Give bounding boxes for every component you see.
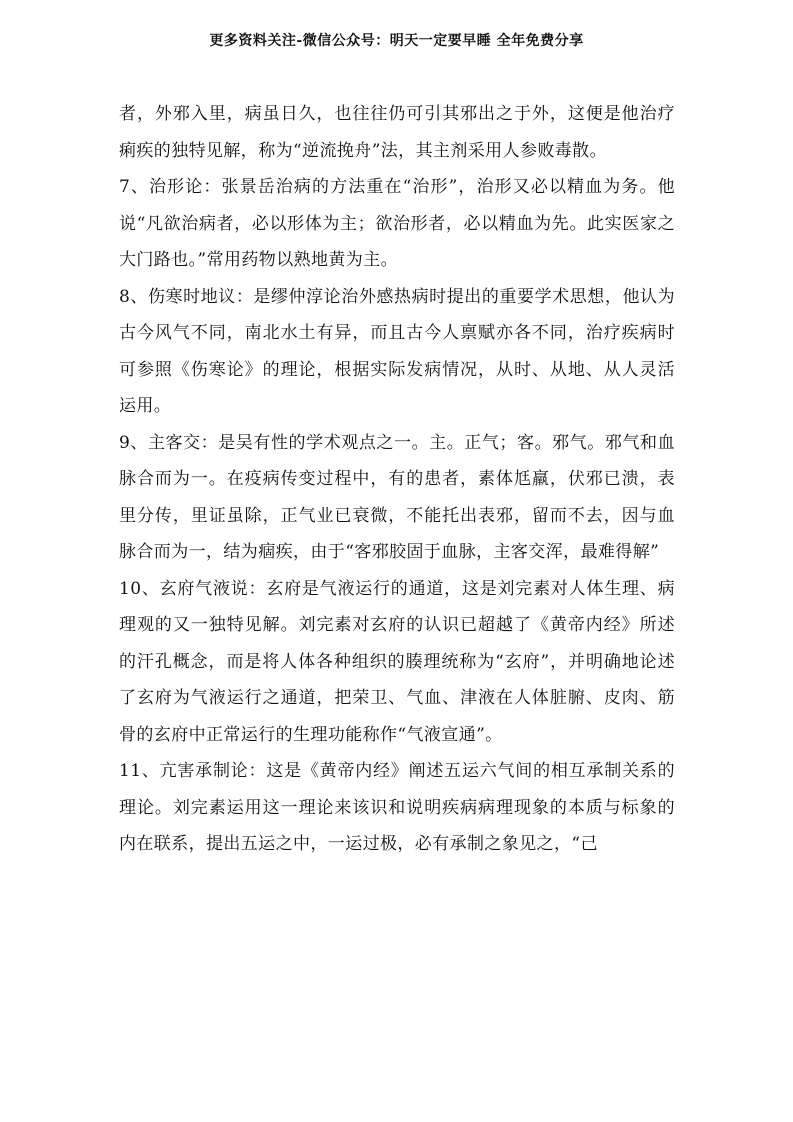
paragraph-item-8: 8、伤寒时地议：是缪仲淳论治外感热病时提出的重要学术思想，他认为古今风气不同，南北水土有异，而且古今人禀赋亦各不同，治疗疾病时可参照《伤寒论》的理论，根据实际发病情况，从时、从地、从人灵活运用。 bbox=[119, 286, 675, 416]
page-header: 更多资料关注-微信公众号：明天一定要早睡 全年免费分享 bbox=[209, 33, 584, 49]
paragraph-item-7: 7、治形论：张景岳治病的方法重在“治形”，治形又必以精血为务。他说“凡欲治病者，必以形体为主；欲治形者，必以精血为先。此实医家之大门路也。”常用药物以熟地黄为主。 bbox=[119, 177, 675, 270]
paragraph-item-11: 11、亢害承制论：这是《黄帝内经》阐述五运六气间的相互承制关系的理论。刘完素运用这一理论来该识和说明疾病病理现象的本质与标象的内在联系，提出五运之中，一运过极，必有承制之象见之，“己 bbox=[119, 761, 675, 854]
document-body bbox=[119, 96, 675, 863]
paragraph-continuation: 者，外邪入里，病虽日久，也往往仍可引其邪出之于外，这便是他治疗痢疾的独特见解，称为“逆流挽舟”法，其主剂采用人参败毒散。 bbox=[119, 104, 675, 161]
paragraph-item-10: 10、玄府气液说：玄府是气液运行的通道，这是刘完素对人体生理、病理观的又一独特见解。刘完素对玄府的认识已超越了《黄帝内经》所述的汗孔概念，而是将人体各种组织的腠理统称为“玄府”，并明确地论述了玄府为气液运行之通道，把荣卫、气血、津液在人体脏腑、皮肉、筋骨的玄府中正常运行的生理功能称作“气液宣通”。 bbox=[119, 578, 675, 745]
paragraph-item-9: 9、主客交：是吴有性的学术观点之一。主。正气；客。邪气。邪气和血脉合而为一。在疫病传变过程中，有的患者，素体尪羸，伏邪已溃，表里分传，里证虽除，正气业已衰微，不能托出表邪，留而不去，因与血脉合而为一，结为痼疾，由于“客邪胶固于血脉，主客交浑，最难得解” bbox=[119, 432, 675, 562]
